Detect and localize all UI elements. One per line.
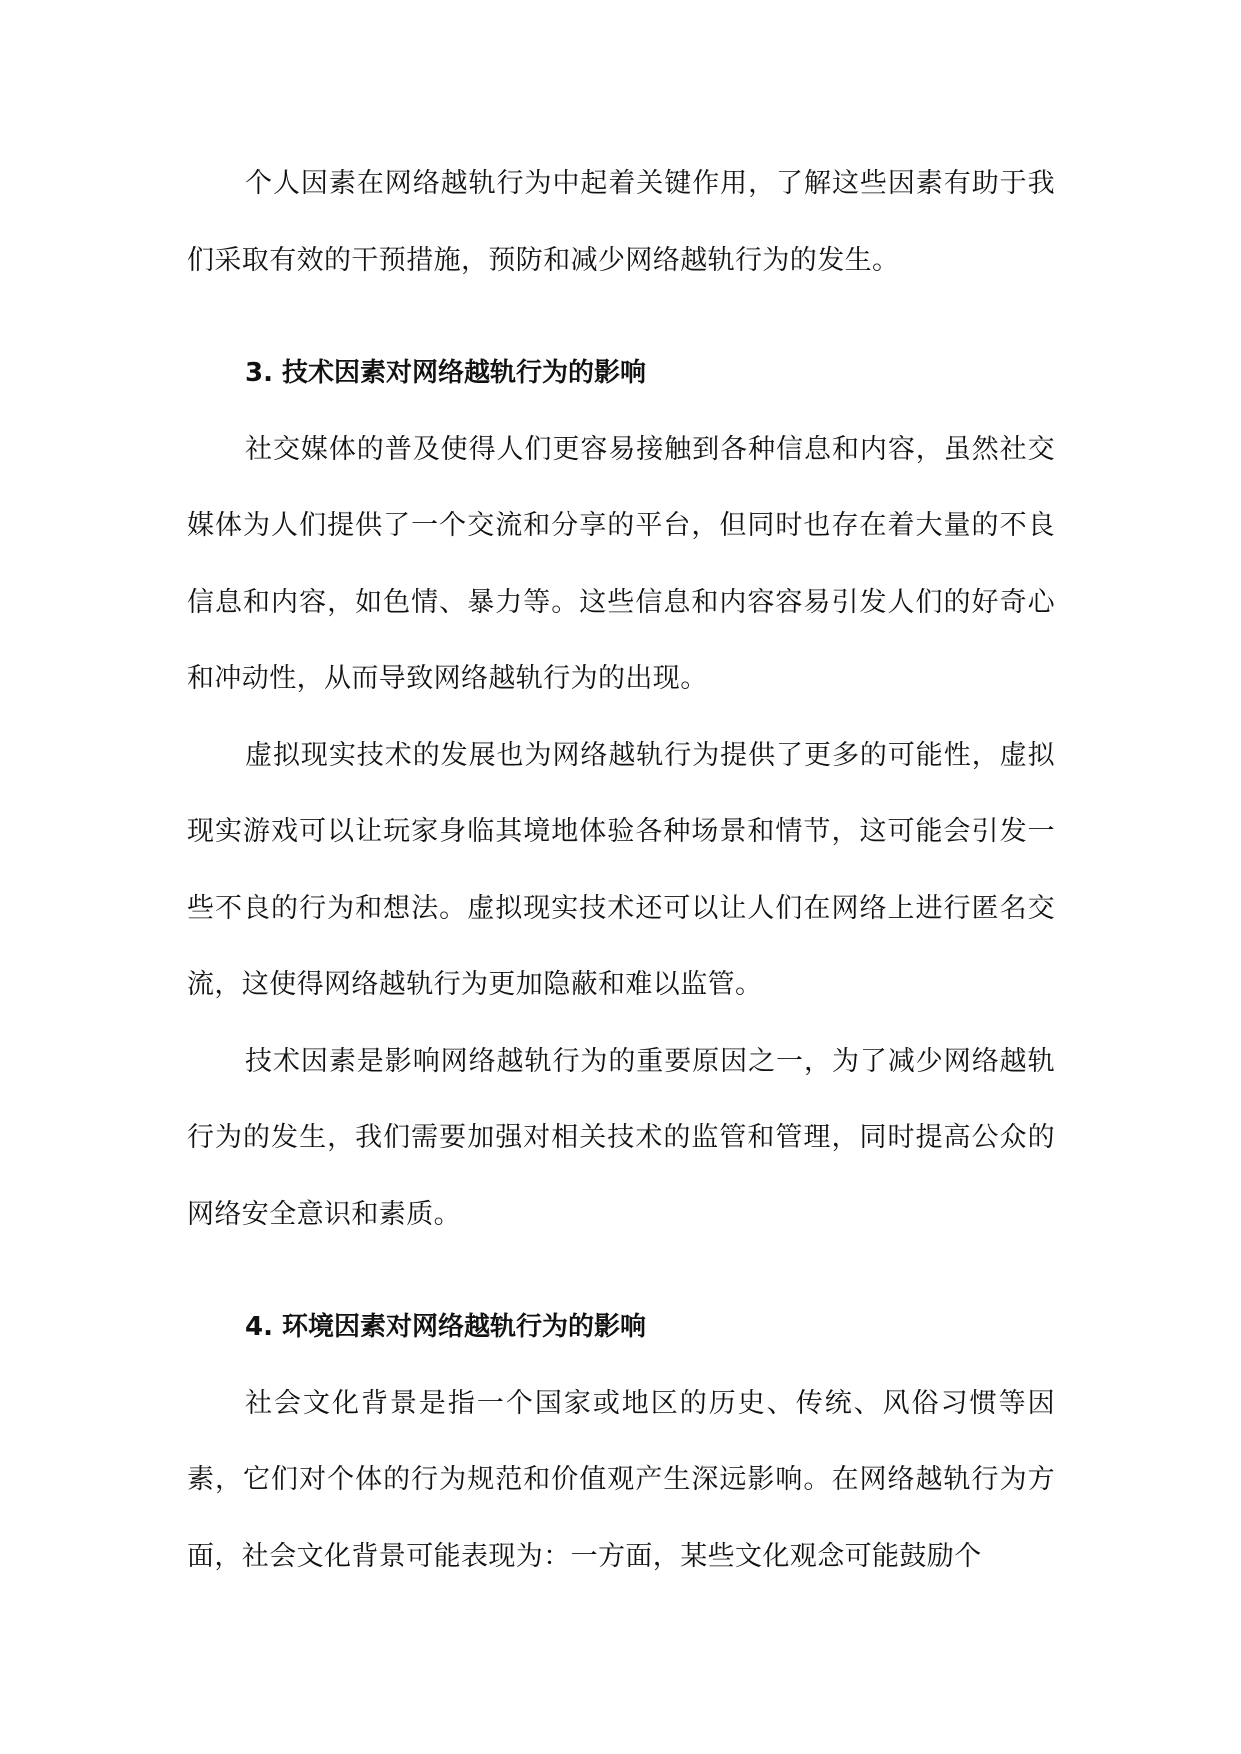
paragraph-social-culture: 社会文化背景是指一个国家或地区的历史、传统、风俗习惯等因素，它们对个体的行为规范和价值观产生深远影响。在网络越轨行为方面，社会文化背景可能表现为：一方面，某些文化观念可能鼓励个 bbox=[187, 1387, 1055, 1572]
section-heading-technology-factors: 3. 技术因素对网络越轨行为的影响 bbox=[245, 358, 647, 388]
paragraph-virtual-reality: 虚拟现实技术的发展也为网络越轨行为提供了更多的可能性，虚拟现实游戏可以让玩家身临其境地体验各种场景和情节，这可能会引发一些不良的行为和想法。虚拟现实技术还可以让人们在网络上进行匿名交流，这使得网络越轨行为更加隐蔽和难以监管。 bbox=[187, 739, 1055, 1000]
paragraph-personal-factors-summary: 个人因素在网络越轨行为中起着关键作用，了解这些因素有助于我们采取有效的干预措施，预防和减少网络越轨行为的发生。 bbox=[187, 168, 1055, 276]
document-body bbox=[187, 146, 1055, 1595]
paragraph-technology-summary: 技术因素是影响网络越轨行为的重要原因之一，为了减少网络越轨行为的发生，我们需要加强对相关技术的监管和管理，同时提高公众的网络安全意识和素质。 bbox=[187, 1045, 1055, 1230]
paragraph-social-media: 社交媒体的普及使得人们更容易接触到各种信息和内容，虽然社交媒体为人们提供了一个交流和分享的平台，但同时也存在着大量的不良信息和内容，如色情、暴力等。这些信息和内容容易引发人们的好奇心和冲动性，从而导致网络越轨行为的出现。 bbox=[187, 433, 1055, 694]
section-spacer bbox=[187, 1253, 1055, 1289]
section-heading-environment-factors: 4. 环境因素对网络越轨行为的影响 bbox=[245, 1312, 647, 1342]
section-spacer bbox=[187, 299, 1055, 335]
